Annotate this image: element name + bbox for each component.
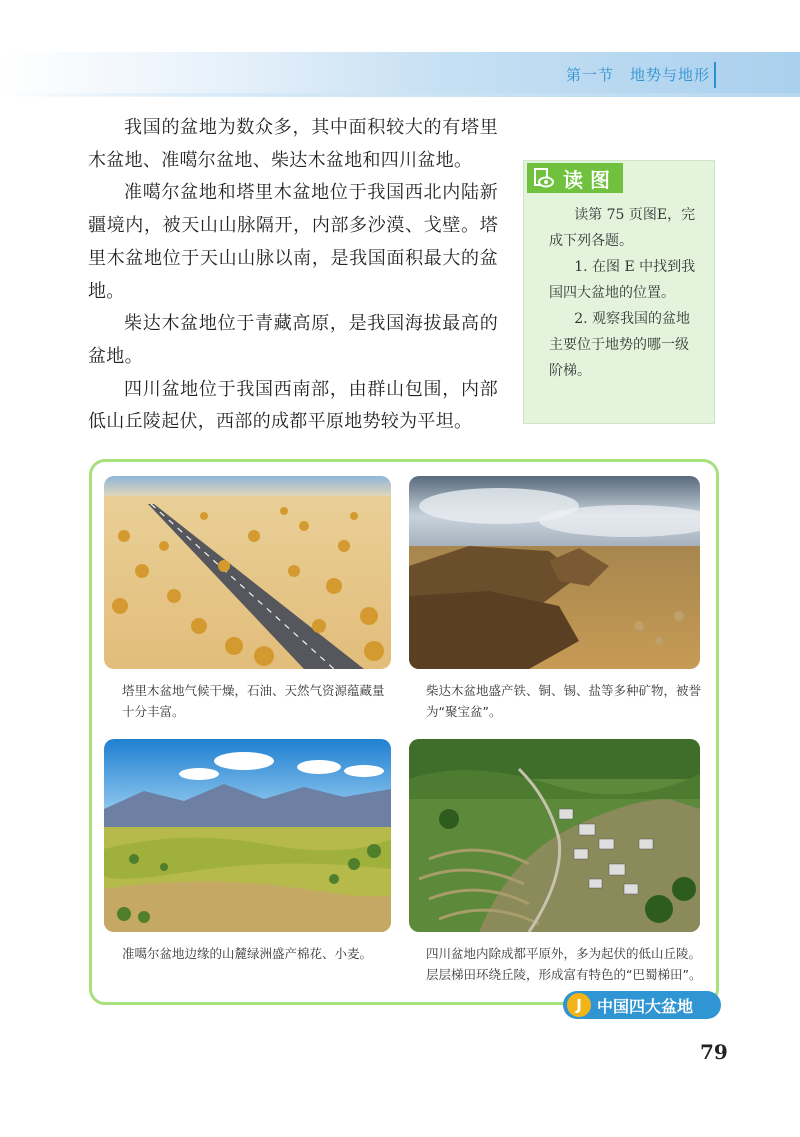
qaidam-basin-photo <box>409 476 700 669</box>
tarim-basin-photo <box>104 476 391 669</box>
sichuan-caption: 四川盆地内除成都平原外，多为起伏的低山丘陵。层层梯田环绕丘陵，形成富有特色的“巴蜀梯田”。 <box>426 946 702 982</box>
paragraph: 柴达木盆地位于青藏高原，是我国海拔最高的盆地。 <box>88 313 498 367</box>
figure-title: 中国四大盆地 <box>597 996 694 1016</box>
eye-book-icon <box>533 167 555 189</box>
section-header <box>566 64 710 85</box>
section-title: 地势与地形 <box>629 66 710 84</box>
read-map-question-2: 2. 观察我国的盆地主要位于地势的哪一级阶梯。 <box>549 311 690 379</box>
section-number: 第一节 <box>565 66 614 84</box>
qaidam-caption: 柴达木盆地盛产铁、铜、锡、盐等多种矿物，被誉为“聚宝盆”。 <box>426 683 702 719</box>
read-map-body <box>549 202 699 384</box>
paragraph: 四川盆地位于我国西南部，由群山包围，内部低山丘陵起伏，西部的成都平原地势较为平坦。 <box>88 378 498 433</box>
junggar-caption: 准噶尔盆地边缘的山麓绿洲盛产棉花、小麦。 <box>122 946 373 961</box>
body-text <box>88 112 498 439</box>
sichuan-basin-photo <box>409 739 700 932</box>
junggar-basin-photo <box>104 739 391 932</box>
header-divider <box>714 62 716 88</box>
read-map-title-text: 读 图 <box>563 167 610 192</box>
read-map-intro: 读第 75 页图E，完成下列各题。 <box>549 207 696 249</box>
read-map-title <box>527 163 623 193</box>
tarim-caption: 塔里木盆地气候干燥，石油、天然气资源蕴藏量十分丰富。 <box>122 683 385 719</box>
figure-label <box>563 991 721 1019</box>
paragraph: 我国的盆地为数众多，其中面积较大的有塔里木盆地、准噶尔盆地、柴达木盆地和四川盆地。 <box>88 117 498 171</box>
page-number: 79 <box>700 1040 728 1064</box>
paragraph: 准噶尔盆地和塔里木盆地位于我国西北内陆新疆境内，被天山山脉隔开，内部多沙漠、戈壁。塔里木盆地位于天山山脉以南，是我国面积最大的盆地。 <box>88 182 498 302</box>
read-map-question-1: 1. 在图 E 中找到我国四大盆地的位置。 <box>549 259 696 301</box>
figure-letter: J <box>567 993 591 1017</box>
